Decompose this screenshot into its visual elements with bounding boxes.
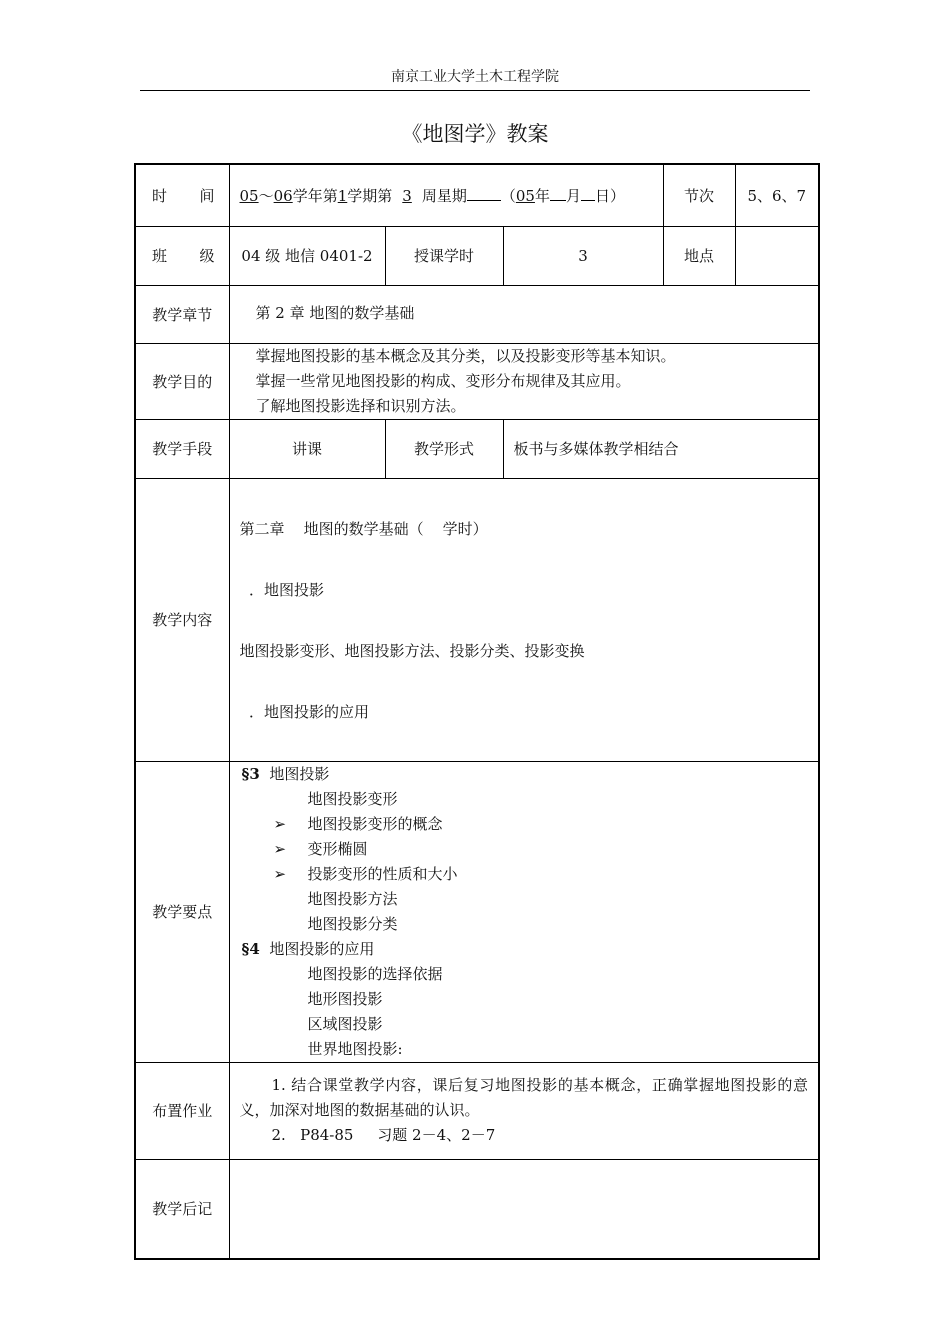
row-class bbox=[135, 226, 819, 285]
content-line: ．地图投影 bbox=[239, 580, 325, 599]
arrow-bullet-icon: ➢ bbox=[273, 814, 287, 833]
section-heading-3: §3 地图投影 bbox=[241, 764, 330, 783]
page-header bbox=[140, 68, 810, 91]
row-points bbox=[135, 761, 819, 1062]
lesson-plan-table bbox=[134, 163, 820, 1260]
row-content bbox=[135, 478, 819, 761]
points-item: 地形图投影 bbox=[307, 989, 383, 1008]
points-subitem: ➢ 变形椭圆 bbox=[230, 837, 819, 862]
year-start: 05 bbox=[239, 186, 259, 205]
week-value: 3 bbox=[402, 186, 412, 205]
points-label: 教学要点 bbox=[135, 761, 229, 1062]
goal-line: 了解地图投影选择和识别方法。 bbox=[255, 396, 466, 415]
class-label: 班 级 bbox=[135, 226, 229, 285]
arrow-bullet-icon: ➢ bbox=[273, 864, 287, 883]
arrow-bullet-icon: ➢ bbox=[273, 839, 287, 858]
points-subitem: ➢ 投影变形的性质和大小 bbox=[230, 862, 819, 887]
day-blank bbox=[581, 186, 595, 201]
section-value: 5、6、7 bbox=[735, 164, 819, 226]
content-line: 第二章 地图的数学基础（ 学时） bbox=[239, 519, 488, 538]
homework-item: 2. P84-85 习题 2－4、2－7 bbox=[271, 1126, 496, 1144]
notes-label: 教学后记 bbox=[135, 1159, 229, 1259]
row-goal bbox=[135, 343, 819, 419]
goal-line: 掌握一些常见地图投影的构成、变形分布规律及其应用。 bbox=[255, 371, 631, 390]
means-label: 教学手段 bbox=[135, 419, 229, 478]
semester-value: 1 bbox=[337, 186, 348, 205]
row-means bbox=[135, 419, 819, 478]
row-homework bbox=[135, 1062, 819, 1159]
month-blank bbox=[550, 186, 566, 201]
points-item: 地图投影变形 bbox=[307, 789, 398, 808]
points-item: 地图投影的选择依据 bbox=[307, 964, 443, 983]
section-label: 节次 bbox=[663, 164, 735, 226]
notes-value bbox=[229, 1159, 819, 1259]
goal-lines bbox=[229, 343, 819, 419]
content-label: 教学内容 bbox=[135, 478, 229, 761]
means-value: 讲课 bbox=[229, 419, 385, 478]
form-value: 板书与多媒体教学相结合 bbox=[503, 419, 819, 478]
content-line: 地图投影变形、地图投影方法、投影分类、投影变换 bbox=[239, 641, 585, 660]
points-subitem: ➢ 地图投影变形的概念 bbox=[230, 812, 819, 837]
points-item: 地图投影方法 bbox=[307, 889, 398, 908]
points-item: 地图投影分类 bbox=[307, 914, 398, 933]
chapter-label: 教学章节 bbox=[135, 285, 229, 343]
date-year: 05 bbox=[515, 186, 535, 205]
chapter-value: 第 2 章 地图的数学基础 bbox=[229, 285, 819, 343]
homework-content bbox=[229, 1062, 819, 1159]
row-time bbox=[135, 164, 819, 226]
time-value: 05～06学年第1学期第 3 周星期 （05年 月 日） bbox=[229, 164, 663, 226]
points-item: 区域图投影 bbox=[307, 1014, 383, 1033]
hours-label: 授课学时 bbox=[385, 226, 503, 285]
section-heading-4: §4 地图投影的应用 bbox=[241, 939, 375, 958]
weekday-blank bbox=[467, 186, 501, 201]
homework-label: 布置作业 bbox=[135, 1062, 229, 1159]
school-name: 南京工业大学土木工程学院 bbox=[391, 69, 559, 85]
page-title: 《地图学》教案 bbox=[401, 122, 549, 146]
content-line: ．地图投影的应用 bbox=[239, 702, 370, 721]
goal-label: 教学目的 bbox=[135, 343, 229, 419]
homework-item: 1. 结合课堂教学内容，课后复习地图投影的基本概念，正确掌握地图投影的意义，加深对地图的数据基础的认识。 bbox=[239, 1076, 809, 1119]
time-label: 时 间 bbox=[135, 164, 229, 226]
hours-value: 3 bbox=[503, 226, 663, 285]
points-item: 世界地图投影: bbox=[307, 1039, 403, 1058]
year-end: 06 bbox=[273, 186, 293, 205]
row-chapter bbox=[135, 285, 819, 343]
form-label: 教学形式 bbox=[385, 419, 503, 478]
row-notes bbox=[135, 1159, 819, 1259]
goal-line: 掌握地图投影的基本概念及其分类，以及投影变形等基本知识。 bbox=[255, 346, 676, 365]
points-lines bbox=[229, 761, 819, 1062]
content-lines bbox=[229, 478, 819, 761]
place-value bbox=[735, 226, 819, 285]
class-value: 04 级 地信 0401-2 bbox=[229, 226, 385, 285]
place-label: 地点 bbox=[663, 226, 735, 285]
